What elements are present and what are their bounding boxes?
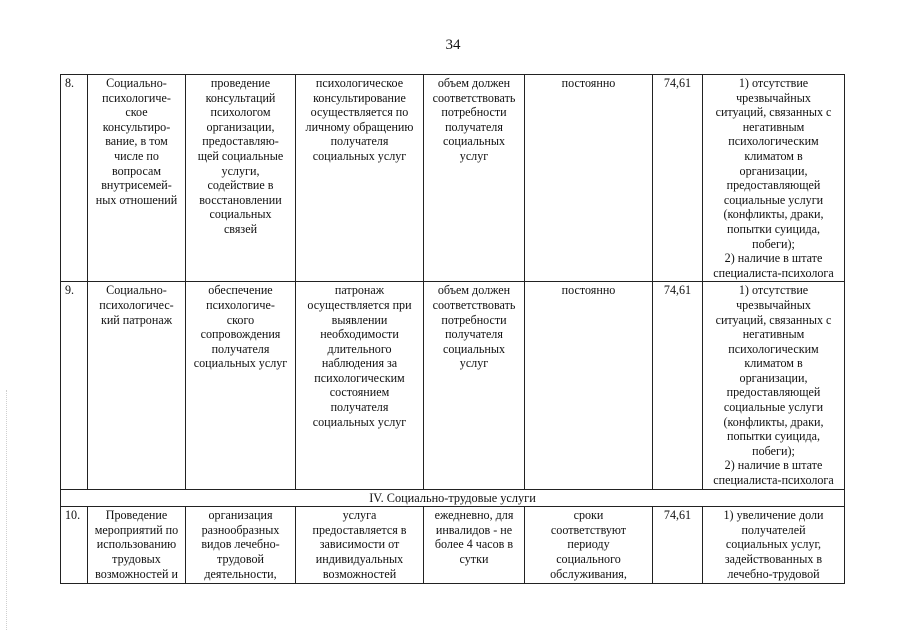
service-term: постоянно (561, 283, 616, 298)
service-quality-cell (703, 75, 845, 282)
service-cost: 74,61 (663, 508, 692, 523)
row-number: 10. (65, 508, 81, 523)
page-number: 34 (445, 37, 461, 53)
service-volume: объем должен соответствовать потребности получателя социальных услуг (432, 76, 516, 163)
service-name-cell (88, 75, 186, 282)
service-cost-cell (653, 507, 703, 584)
service-quality: 1) отсутствие чрезвычайных ситуаций, связанных с негативным психологическим климатом в организации, предоставляющей социальные услуги (конфликты, драки, попытки суицида, побеги); 2) наличие в штате специалиста-психолога (713, 283, 834, 488)
row-number-cell (61, 75, 88, 282)
service-description: обеспечение психологиче- ского сопровождения получателя социальных услуг (193, 283, 288, 371)
service-cost: 74,61 (663, 283, 692, 298)
margin-dotted-line (6, 390, 8, 630)
service-volume-cell (424, 75, 525, 282)
service-term-cell (525, 75, 653, 282)
service-name-cell (88, 282, 186, 489)
service-volume-cell (424, 282, 525, 489)
service-name: Социально- психологичес- кий патронаж (99, 283, 174, 327)
table-row-9 (61, 282, 845, 489)
service-cost: 74,61 (663, 76, 692, 90)
service-term-cell (525, 507, 653, 584)
service-description-cell (186, 75, 296, 282)
section-title: IV. Социально-трудовые услуги (369, 490, 536, 505)
services-table (60, 74, 845, 584)
service-name-cell (88, 507, 186, 584)
service-term: сроки соответствуют периоду социального обслуживания, (550, 508, 627, 581)
service-description: проведение консультаций психологом организации, предоставляю- щей социальные услуги, содействие в восстановлении социальных связей (197, 76, 284, 236)
service-volume: ежедневно, для инвалидов - не более 4 часов в сутки (434, 508, 514, 566)
service-conditions: услуга предоставляется в зависимости от индивидуальных возможностей (312, 508, 407, 581)
service-quality: 1) отсутствие чрезвычайных ситуаций, связанных с негативным психологическим климатом в организации, предоставляющей социальные услуги (конфликты, драки, попытки суицида, побеги); 2) наличие в штате специалиста-психолога (713, 76, 834, 280)
row-number-cell (61, 282, 88, 489)
service-conditions-cell (296, 75, 424, 282)
service-cost-cell (653, 282, 703, 489)
service-name: Проведение мероприятий по использованию трудовых возможностей и (94, 508, 179, 581)
service-volume: объем должен соответствовать потребности получателя социальных услуг (432, 283, 516, 371)
service-name: Социально- психологиче- ское консультиро- вание, в том числе по вопросам внутрисемей- ных отношений (95, 76, 178, 207)
service-conditions: патронаж осуществляется при выявлении необходимости длительного наблюдения за психологическим состоянием получателя социальных услуг (307, 283, 412, 429)
service-conditions: психологическое консультирование осуществляется по личному обращению получателя социальных услуг (305, 76, 414, 163)
service-term-cell (525, 282, 653, 489)
table-row-10 (61, 507, 845, 584)
row-number-cell (61, 507, 88, 584)
service-description: организация разнообразных видов лечебно- трудовой деятельности, (201, 508, 280, 581)
table-row-8 (61, 75, 845, 282)
service-conditions-cell (296, 282, 424, 489)
row-number: 9. (65, 283, 75, 298)
service-quality-cell (703, 507, 845, 584)
service-term: постоянно (561, 76, 616, 90)
service-volume-cell (424, 507, 525, 584)
service-description-cell (186, 507, 296, 584)
section-row (61, 489, 845, 507)
service-cost-cell (653, 75, 703, 282)
service-description-cell (186, 282, 296, 489)
service-quality-cell (703, 282, 845, 489)
service-conditions-cell (296, 507, 424, 584)
section-title-cell (61, 489, 845, 507)
row-number: 8. (65, 76, 75, 90)
service-quality: 1) увеличение доли получателей социальных услуг, задействованных в лечебно-трудовой (723, 508, 824, 581)
